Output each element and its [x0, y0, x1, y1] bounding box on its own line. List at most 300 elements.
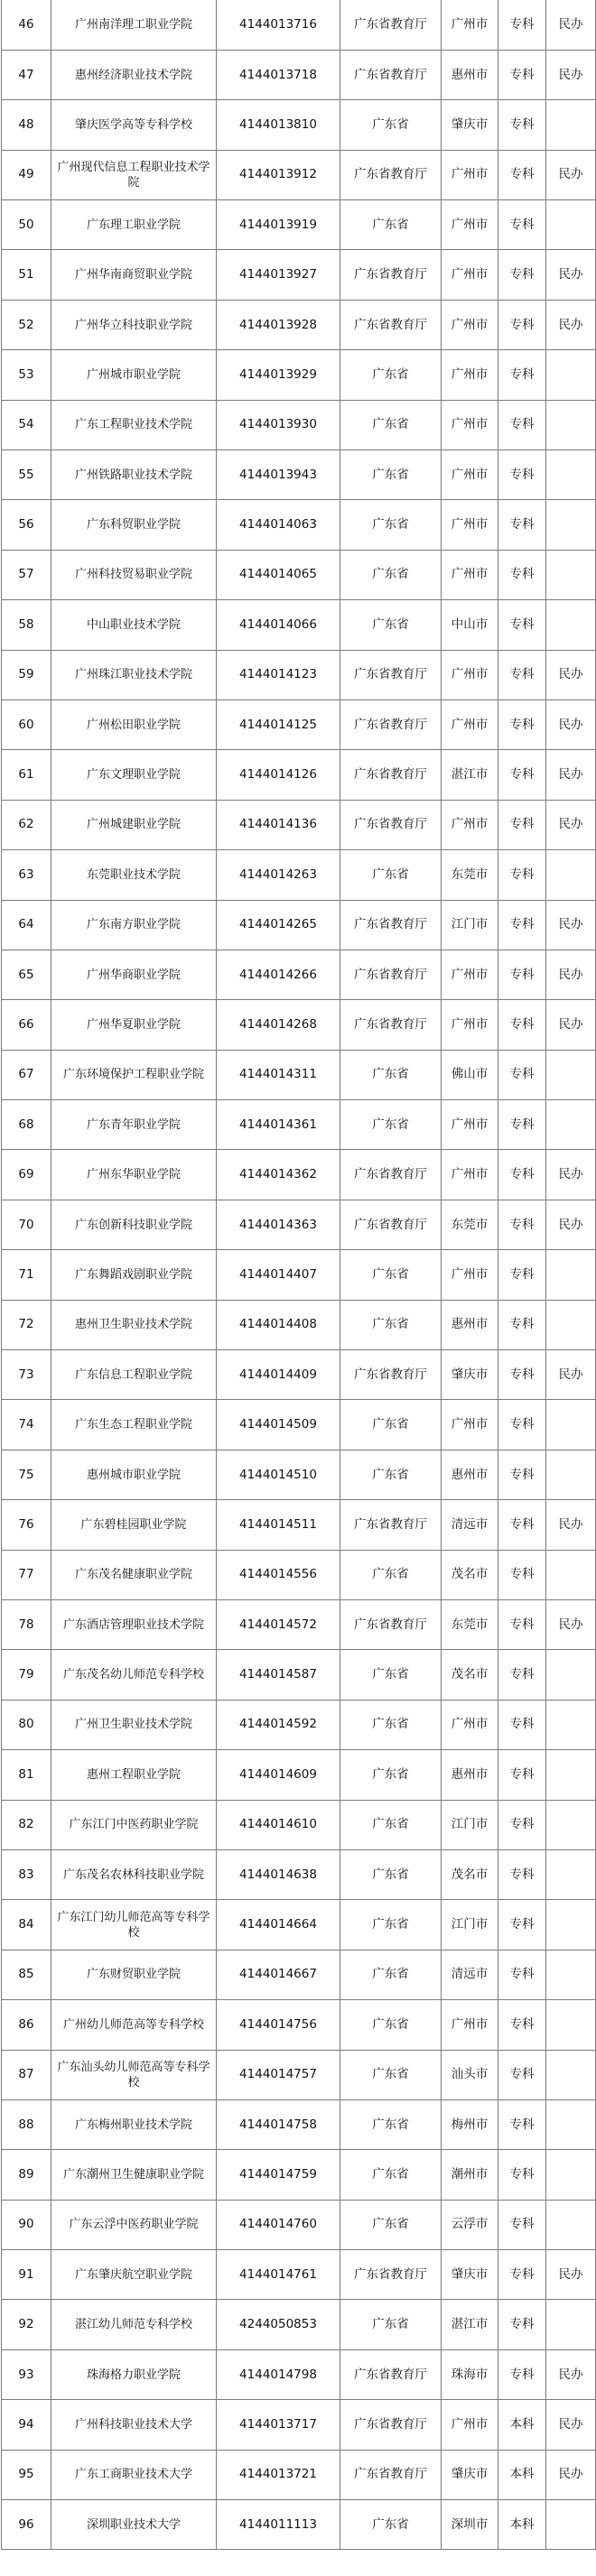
authority: 广东省教育厅 — [340, 1200, 442, 1249]
level: 专科 — [498, 1700, 546, 1749]
city: 东莞市 — [442, 1200, 498, 1249]
school-code: 4144014362 — [217, 1150, 340, 1200]
school-name: 广东理工职业学院 — [51, 200, 217, 250]
authority: 广东省教育厅 — [340, 800, 442, 849]
school-name: 广东青年职业学院 — [51, 1100, 217, 1150]
level: 专科 — [498, 1650, 546, 1700]
row-number: 52 — [2, 300, 51, 349]
city: 潮州市 — [442, 2150, 498, 2200]
school-name: 东莞职业技术学院 — [51, 850, 217, 900]
authority: 广东省 — [340, 600, 442, 650]
city: 广州市 — [442, 200, 498, 250]
level: 专科 — [498, 400, 546, 449]
school-code: 4144014587 — [217, 1650, 340, 1700]
row-number: 85 — [2, 1950, 51, 1999]
authority: 广东省 — [340, 2000, 442, 2050]
level: 专科 — [498, 1450, 546, 1499]
row-number: 84 — [2, 1900, 51, 1950]
school-name: 广州城市职业学院 — [51, 350, 217, 400]
school-name: 广东肇庆航空职业学院 — [51, 2250, 217, 2300]
remark — [546, 1450, 596, 1499]
authority: 广东省教育厅 — [340, 1000, 442, 1050]
remark — [546, 1849, 596, 1899]
authority: 广东省 — [340, 1849, 442, 1899]
remark — [546, 2050, 596, 2099]
level: 专科 — [498, 1300, 546, 1349]
authority: 广东省 — [340, 2099, 442, 2149]
school-name: 广州科技职业技术大学 — [51, 2400, 217, 2450]
level: 专科 — [498, 2050, 546, 2099]
table-row — [2, 2000, 596, 2050]
school-code: 4144013718 — [217, 50, 340, 99]
level: 专科 — [498, 2349, 546, 2399]
remark: 民办 — [546, 1200, 596, 1249]
row-number: 95 — [2, 2450, 51, 2499]
remark: 民办 — [546, 2450, 596, 2499]
authority: 广东省教育厅 — [340, 700, 442, 749]
remark — [546, 850, 596, 900]
school-code: 4144014759 — [217, 2150, 340, 2200]
school-name: 广州幼儿师范高等专科学校 — [51, 2000, 217, 2050]
school-code: 4144014407 — [217, 1250, 340, 1300]
table-row — [2, 0, 596, 50]
city: 江门市 — [442, 900, 498, 950]
city: 惠州市 — [442, 1300, 498, 1349]
level: 专科 — [498, 1950, 546, 1999]
level: 专科 — [498, 1150, 546, 1200]
remark: 民办 — [546, 2349, 596, 2399]
school-name: 广州现代信息工程职业技术学院 — [51, 150, 217, 199]
city: 惠州市 — [442, 1450, 498, 1499]
remark: 民办 — [546, 650, 596, 700]
level: 专科 — [498, 2200, 546, 2249]
row-number: 46 — [2, 0, 51, 50]
remark — [546, 1900, 596, 1950]
row-number: 56 — [2, 500, 51, 550]
level: 专科 — [498, 2250, 546, 2300]
level: 专科 — [498, 2000, 546, 2050]
table-row — [2, 2450, 596, 2499]
level: 专科 — [498, 600, 546, 650]
city: 广州市 — [442, 150, 498, 199]
school-name: 广东潮州卫生健康职业学院 — [51, 2150, 217, 2200]
level: 专科 — [498, 2300, 546, 2349]
level: 专科 — [498, 350, 546, 400]
level: 专科 — [498, 2099, 546, 2149]
table-row — [2, 800, 596, 849]
table-row — [2, 500, 596, 550]
remark: 民办 — [546, 700, 596, 749]
table-row — [2, 1050, 596, 1099]
table-row — [2, 1800, 596, 1849]
row-number: 87 — [2, 2050, 51, 2099]
school-name: 惠州经济职业技术学院 — [51, 50, 217, 99]
city: 广州市 — [442, 1100, 498, 1150]
authority: 广东省 — [340, 1650, 442, 1700]
table-row — [2, 1250, 596, 1300]
level: 专科 — [498, 1050, 546, 1099]
authority: 广东省 — [340, 1400, 442, 1450]
row-number: 58 — [2, 600, 51, 650]
authority: 广东省 — [340, 100, 442, 150]
city: 广州市 — [442, 2000, 498, 2050]
school-code: 4144014136 — [217, 800, 340, 849]
city: 广州市 — [442, 400, 498, 449]
row-number: 78 — [2, 1600, 51, 1650]
city: 广州市 — [442, 800, 498, 849]
school-name: 惠州卫生职业技术学院 — [51, 1300, 217, 1349]
school-name: 广东云浮中医药职业学院 — [51, 2200, 217, 2249]
authority: 广东省教育厅 — [340, 2400, 442, 2450]
city: 汕头市 — [442, 2050, 498, 2099]
level: 专科 — [498, 1350, 546, 1400]
school-name: 广东江门幼儿师范高等专科学校 — [51, 1900, 217, 1950]
remark: 民办 — [546, 1350, 596, 1400]
table-row — [2, 550, 596, 599]
university-table-body — [2, 0, 596, 2550]
table-row — [2, 600, 596, 650]
authority: 广东省 — [340, 1450, 442, 1499]
authority: 广东省 — [340, 1050, 442, 1099]
row-number: 49 — [2, 150, 51, 199]
remark — [546, 1950, 596, 1999]
table-row — [2, 50, 596, 99]
authority: 广东省教育厅 — [340, 1500, 442, 1550]
table-row — [2, 850, 596, 900]
school-code: 4144011113 — [217, 2500, 340, 2550]
remark — [546, 400, 596, 449]
row-number: 80 — [2, 1700, 51, 1749]
school-code: 4144013716 — [217, 0, 340, 50]
table-row — [2, 2050, 596, 2099]
school-name: 广州城建职业学院 — [51, 800, 217, 849]
table-row — [2, 1849, 596, 1899]
city: 肇庆市 — [442, 2450, 498, 2499]
level: 专科 — [498, 1400, 546, 1450]
city: 清远市 — [442, 1950, 498, 1999]
school-code: 4144014760 — [217, 2200, 340, 2249]
school-name: 广州珠江职业技术学院 — [51, 650, 217, 700]
school-name: 广东文理职业学院 — [51, 750, 217, 800]
city: 江门市 — [442, 1800, 498, 1849]
level: 专科 — [498, 300, 546, 349]
row-number: 70 — [2, 1200, 51, 1249]
table-row — [2, 200, 596, 250]
authority: 广东省 — [340, 2050, 442, 2099]
school-name: 广东舞蹈戏剧职业学院 — [51, 1250, 217, 1300]
authority: 广东省 — [340, 1100, 442, 1150]
school-name: 广东茂名健康职业学院 — [51, 1550, 217, 1599]
row-number: 55 — [2, 450, 51, 500]
school-code: 4144013930 — [217, 400, 340, 449]
authority: 广东省 — [340, 1800, 442, 1849]
city: 茂名市 — [442, 1550, 498, 1599]
row-number: 60 — [2, 700, 51, 749]
table-row — [2, 1100, 596, 1150]
authority: 广东省教育厅 — [340, 650, 442, 700]
table-row — [2, 1150, 596, 1200]
remark: 民办 — [546, 250, 596, 300]
authority: 广东省教育厅 — [340, 900, 442, 950]
school-code: 4144014311 — [217, 1050, 340, 1099]
school-name: 肇庆医学高等专科学校 — [51, 100, 217, 150]
remark — [546, 200, 596, 250]
school-code: 4144013810 — [217, 100, 340, 150]
city: 广州市 — [442, 300, 498, 349]
school-name: 广东工程职业技术学院 — [51, 400, 217, 449]
school-code: 4144014509 — [217, 1400, 340, 1450]
authority: 广东省 — [340, 850, 442, 900]
city: 茂名市 — [442, 1849, 498, 1899]
table-row — [2, 1350, 596, 1400]
city: 湛江市 — [442, 2300, 498, 2349]
level: 专科 — [498, 850, 546, 900]
school-name: 广东环境保护工程职业学院 — [51, 1050, 217, 1099]
table-row — [2, 2150, 596, 2200]
school-code: 4144014363 — [217, 1200, 340, 1249]
authority: 广东省教育厅 — [340, 2349, 442, 2399]
row-number: 61 — [2, 750, 51, 800]
table-row — [2, 2300, 596, 2349]
authority: 广东省教育厅 — [340, 1600, 442, 1650]
level: 本科 — [498, 2500, 546, 2550]
school-code: 4144014610 — [217, 1800, 340, 1849]
row-number: 82 — [2, 1800, 51, 1849]
school-code: 4144014268 — [217, 1000, 340, 1050]
school-code: 4144013943 — [217, 450, 340, 500]
row-number: 75 — [2, 1450, 51, 1499]
authority: 广东省教育厅 — [340, 2250, 442, 2300]
remark: 民办 — [546, 1000, 596, 1050]
level: 专科 — [498, 750, 546, 800]
school-code: 4144014572 — [217, 1600, 340, 1650]
row-number: 91 — [2, 2250, 51, 2300]
school-name: 广东科贸职业学院 — [51, 500, 217, 550]
table-row — [2, 900, 596, 950]
remark — [546, 1650, 596, 1700]
school-name: 广东财贸职业学院 — [51, 1950, 217, 1999]
school-code: 4144014758 — [217, 2099, 340, 2149]
table-row — [2, 150, 596, 199]
remark: 民办 — [546, 900, 596, 950]
authority: 广东省教育厅 — [340, 2450, 442, 2499]
school-name: 广东创新科技职业学院 — [51, 1200, 217, 1249]
school-code: 4144013927 — [217, 250, 340, 300]
city: 广州市 — [442, 500, 498, 550]
school-name: 广州卫生职业技术学院 — [51, 1700, 217, 1749]
school-code: 4144014409 — [217, 1350, 340, 1400]
remark: 民办 — [546, 150, 596, 199]
school-code: 4144014798 — [217, 2349, 340, 2399]
table-row — [2, 1750, 596, 1800]
table-row — [2, 1000, 596, 1050]
authority: 广东省 — [340, 1700, 442, 1749]
remark — [546, 2300, 596, 2349]
level: 专科 — [498, 950, 546, 999]
school-name: 广东南方职业学院 — [51, 900, 217, 950]
level: 专科 — [498, 500, 546, 550]
remark — [546, 2500, 596, 2550]
remark — [546, 1700, 596, 1749]
row-number: 90 — [2, 2200, 51, 2249]
level: 专科 — [498, 1849, 546, 1899]
city: 肇庆市 — [442, 1350, 498, 1400]
school-name: 惠州城市职业学院 — [51, 1450, 217, 1499]
city: 广州市 — [442, 700, 498, 749]
row-number: 65 — [2, 950, 51, 999]
remark: 民办 — [546, 1600, 596, 1650]
authority: 广东省教育厅 — [340, 950, 442, 999]
remark: 民办 — [546, 0, 596, 50]
level: 本科 — [498, 2400, 546, 2450]
school-code: 4144014263 — [217, 850, 340, 900]
level: 专科 — [498, 150, 546, 199]
remark: 民办 — [546, 1500, 596, 1550]
level: 专科 — [498, 1250, 546, 1300]
level: 专科 — [498, 250, 546, 300]
remark: 民办 — [546, 800, 596, 849]
row-number: 73 — [2, 1350, 51, 1400]
city: 广州市 — [442, 1150, 498, 1200]
table-row — [2, 250, 596, 300]
row-number: 92 — [2, 2300, 51, 2349]
row-number: 67 — [2, 1050, 51, 1099]
remark — [546, 1750, 596, 1800]
city: 广州市 — [442, 550, 498, 599]
level: 专科 — [498, 1100, 546, 1150]
school-name: 广东碧桂园职业学院 — [51, 1500, 217, 1550]
school-code: 4144014761 — [217, 2250, 340, 2300]
table-row — [2, 1200, 596, 1249]
school-name: 中山职业技术学院 — [51, 600, 217, 650]
authority: 广东省 — [340, 1950, 442, 1999]
remark: 民办 — [546, 2250, 596, 2300]
school-code: 4144013717 — [217, 2400, 340, 2450]
city: 广州市 — [442, 1400, 498, 1450]
remark: 民办 — [546, 2400, 596, 2450]
remark — [546, 450, 596, 500]
university-table — [1, 0, 596, 2550]
row-number: 51 — [2, 250, 51, 300]
school-name: 广东茂名幼儿师范专科学校 — [51, 1650, 217, 1700]
authority: 广东省 — [340, 1900, 442, 1950]
school-code: 4144014066 — [217, 600, 340, 650]
table-row — [2, 1300, 596, 1349]
city: 广州市 — [442, 450, 498, 500]
level: 专科 — [498, 1550, 546, 1599]
school-code: 4144014063 — [217, 500, 340, 550]
school-name: 广东工商职业技术大学 — [51, 2450, 217, 2499]
remark — [546, 100, 596, 150]
level: 专科 — [498, 2150, 546, 2200]
row-number: 63 — [2, 850, 51, 900]
table-row — [2, 2400, 596, 2450]
table-row — [2, 1600, 596, 1650]
authority: 广东省 — [340, 1300, 442, 1349]
school-name: 广州松田职业学院 — [51, 700, 217, 749]
table-row — [2, 2500, 596, 2550]
row-number: 93 — [2, 2349, 51, 2399]
remark — [546, 600, 596, 650]
remark — [546, 1800, 596, 1849]
school-code: 4144014408 — [217, 1300, 340, 1349]
school-name: 广州南洋理工职业学院 — [51, 0, 217, 50]
authority: 广东省教育厅 — [340, 0, 442, 50]
city: 梅州市 — [442, 2099, 498, 2149]
table-row — [2, 100, 596, 150]
school-code: 4144013912 — [217, 150, 340, 199]
school-code: 4144014609 — [217, 1750, 340, 1800]
school-name: 广东酒店管理职业技术学院 — [51, 1600, 217, 1650]
school-name: 广东信息工程职业学院 — [51, 1350, 217, 1400]
school-name: 广州铁路职业技术学院 — [51, 450, 217, 500]
remark: 民办 — [546, 1150, 596, 1200]
school-code: 4144014123 — [217, 650, 340, 700]
authority: 广东省 — [340, 2200, 442, 2249]
table-row — [2, 950, 596, 999]
level: 专科 — [498, 1800, 546, 1849]
level: 专科 — [498, 700, 546, 749]
table-row — [2, 1450, 596, 1499]
level: 专科 — [498, 650, 546, 700]
city: 珠海市 — [442, 2349, 498, 2399]
remark — [546, 550, 596, 599]
school-name: 惠州工程职业学院 — [51, 1750, 217, 1800]
school-name: 广州科技贸易职业学院 — [51, 550, 217, 599]
authority: 广东省 — [340, 1750, 442, 1800]
remark — [546, 1400, 596, 1450]
remark — [546, 2150, 596, 2200]
city: 广州市 — [442, 950, 498, 999]
table-row — [2, 2099, 596, 2149]
school-code: 4144014638 — [217, 1849, 340, 1899]
city: 广州市 — [442, 1250, 498, 1300]
authority: 广东省教育厅 — [340, 150, 442, 199]
row-number: 54 — [2, 400, 51, 449]
table-row — [2, 1900, 596, 1950]
school-code: 4144013928 — [217, 300, 340, 349]
city: 江门市 — [442, 1900, 498, 1950]
city: 广州市 — [442, 650, 498, 700]
level: 专科 — [498, 1200, 546, 1249]
level: 专科 — [498, 100, 546, 150]
row-number: 77 — [2, 1550, 51, 1599]
row-number: 86 — [2, 2000, 51, 2050]
row-number: 53 — [2, 350, 51, 400]
city: 茂名市 — [442, 1650, 498, 1700]
authority: 广东省教育厅 — [340, 50, 442, 99]
remark — [546, 1050, 596, 1099]
table-row — [2, 650, 596, 700]
table-row — [2, 1650, 596, 1700]
table-row — [2, 1950, 596, 1999]
table-row — [2, 300, 596, 349]
city: 惠州市 — [442, 1750, 498, 1800]
level: 专科 — [498, 450, 546, 500]
school-name: 广东梅州职业技术学院 — [51, 2099, 217, 2149]
row-number: 81 — [2, 1750, 51, 1800]
level: 专科 — [498, 1900, 546, 1950]
level: 本科 — [498, 2450, 546, 2499]
school-code: 4144014265 — [217, 900, 340, 950]
level: 专科 — [498, 50, 546, 99]
row-number: 88 — [2, 2099, 51, 2149]
authority: 广东省教育厅 — [340, 750, 442, 800]
authority: 广东省 — [340, 400, 442, 449]
row-number: 74 — [2, 1400, 51, 1450]
remark: 民办 — [546, 750, 596, 800]
row-number: 57 — [2, 550, 51, 599]
